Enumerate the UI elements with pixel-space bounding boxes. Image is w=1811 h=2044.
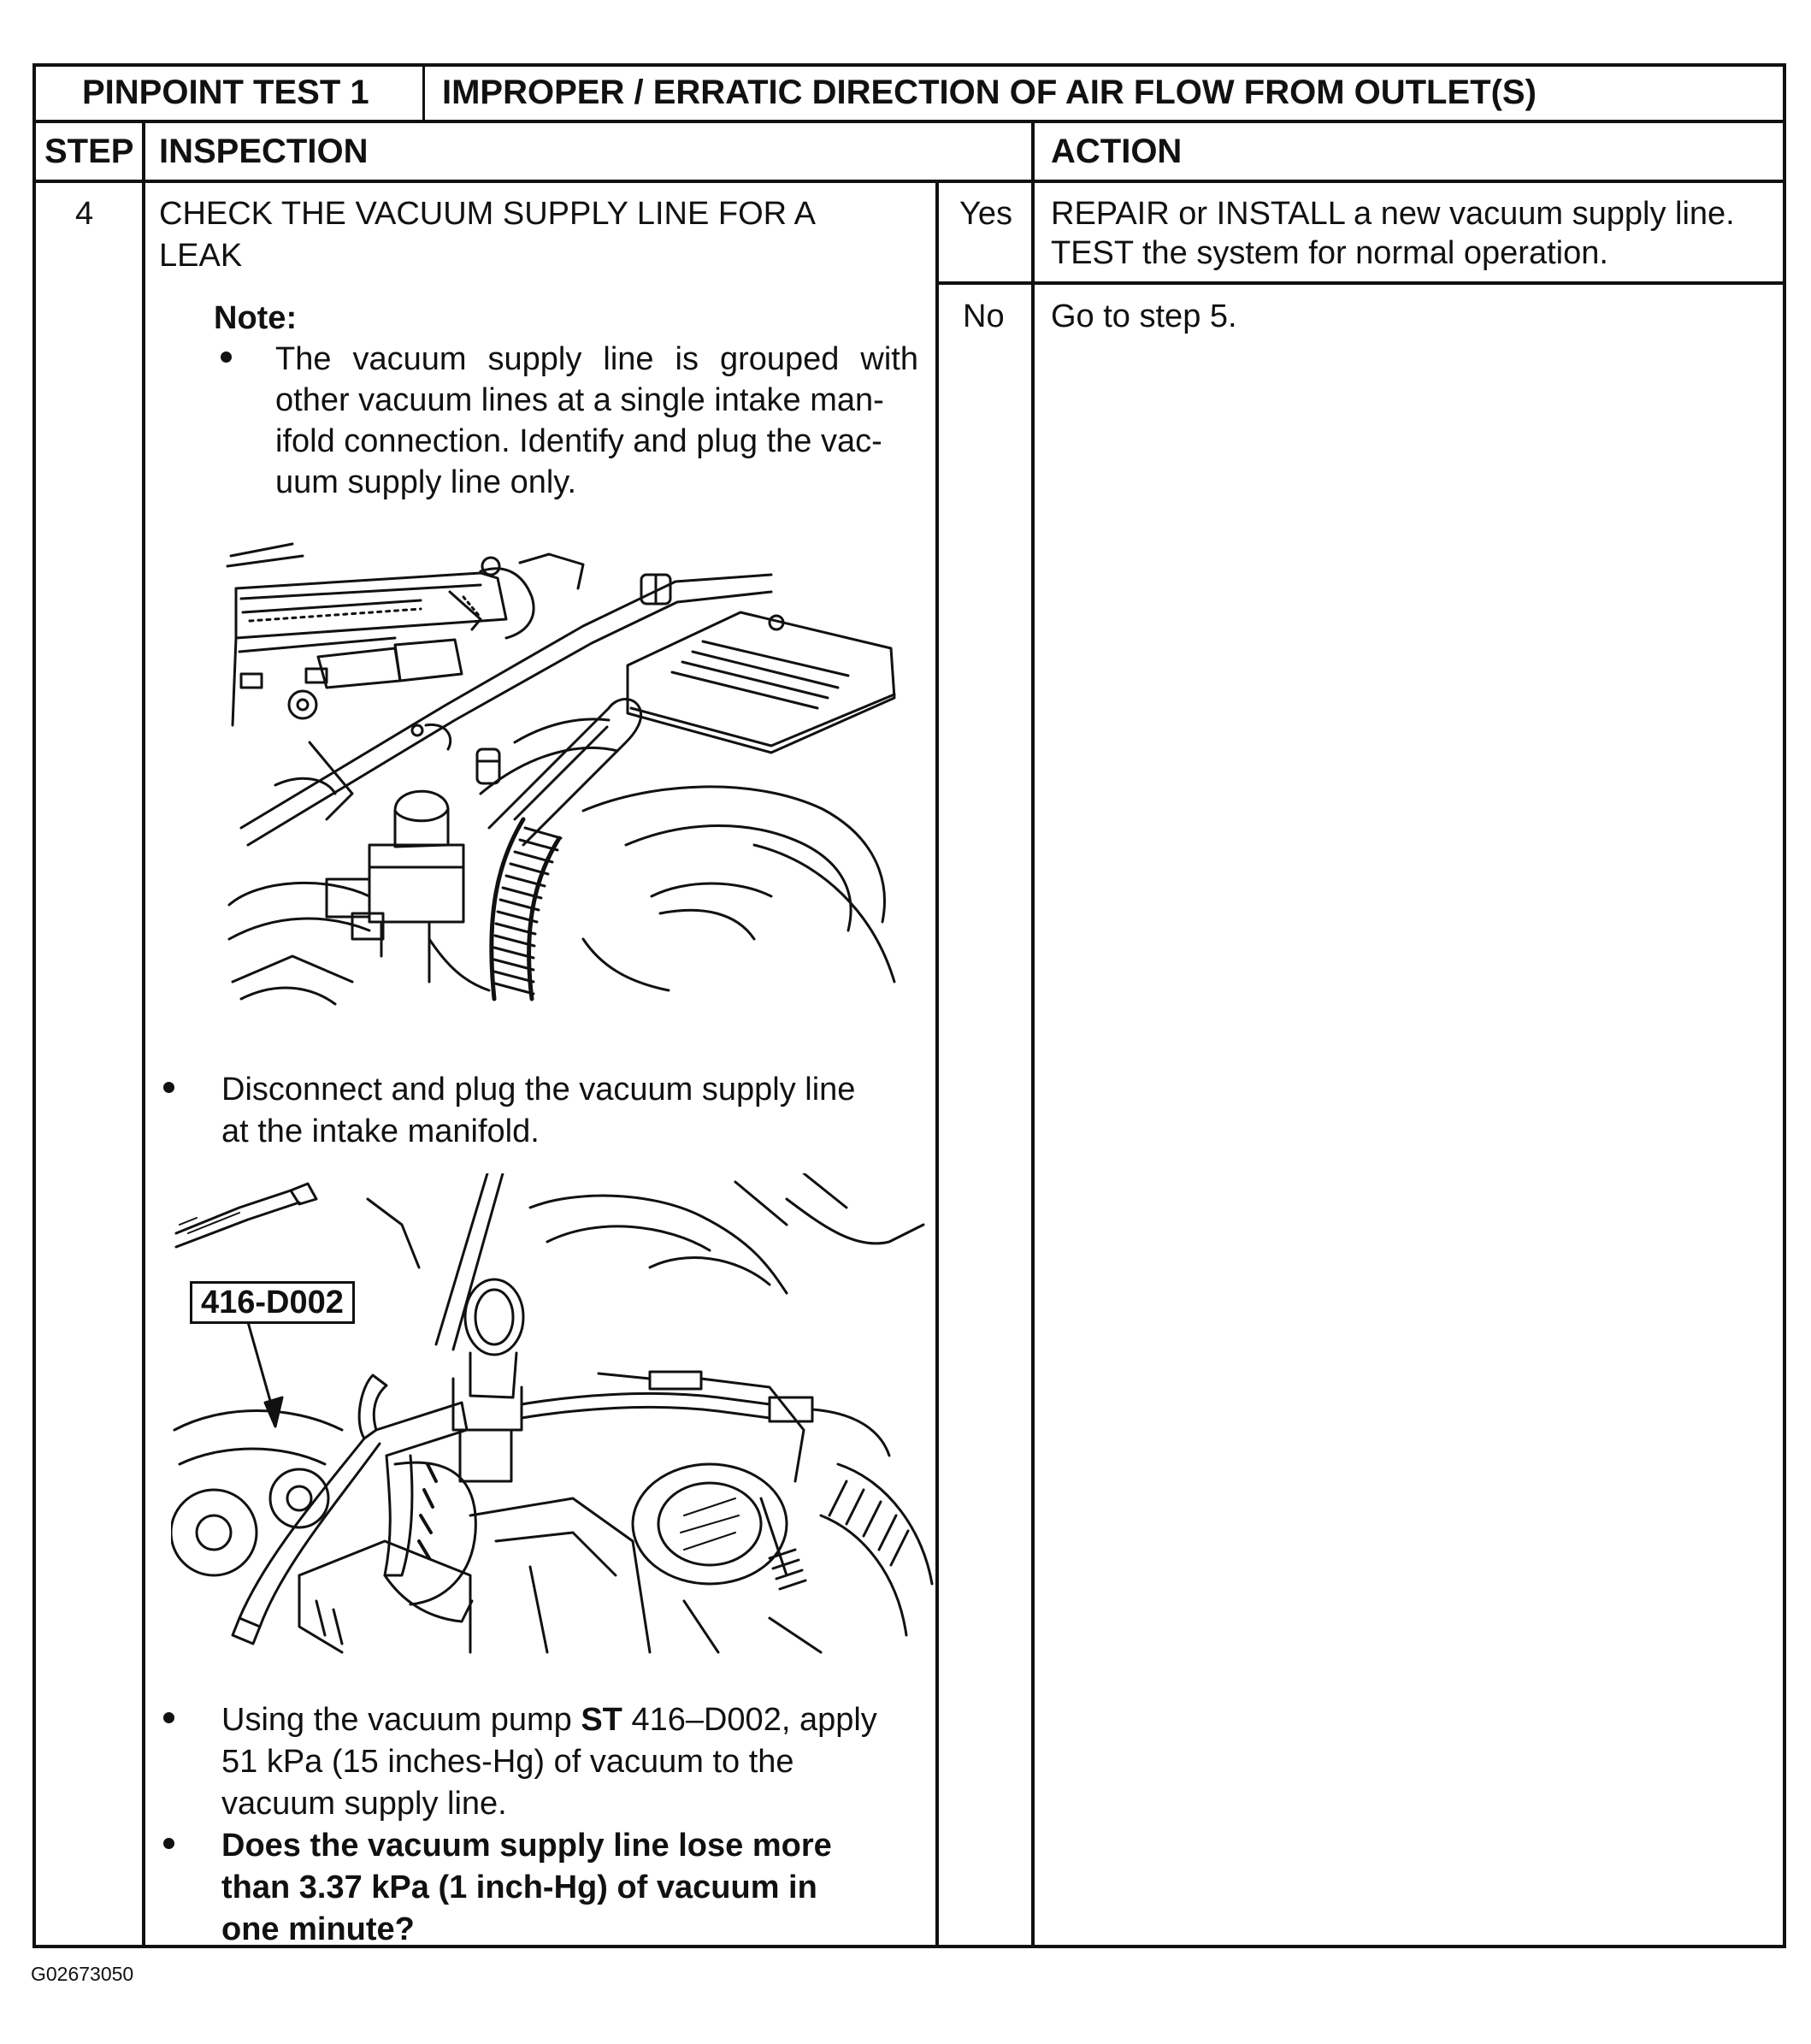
note-line-3: ifold connection. Identify and plug the vac- — [275, 423, 882, 459]
pinpoint-test-title: IMPROPER / ERRATIC DIRECTION OF AIR FLOW FROM OUTLET(S) — [442, 74, 1537, 111]
header-row-divider — [32, 120, 1786, 123]
question-bullet — [163, 1838, 174, 1849]
pump-line-1 — [221, 1699, 877, 1741]
pump-line-1a: Using the vacuum pump — [221, 1702, 581, 1738]
engine-vacuum-lines-illustration — [224, 537, 900, 1021]
figure-id: G02673050 — [31, 1963, 134, 1985]
pump-line-1b: ST — [581, 1702, 622, 1738]
step-column-divider — [142, 120, 145, 1947]
note-line-1: The vacuum supply line is grouped with — [275, 341, 918, 377]
yes-action-line-2: TEST the system for normal operation. — [1051, 235, 1608, 271]
disconnect-line-1: Disconnect and plug the vacuum supply line — [221, 1072, 856, 1108]
note-label: Note: — [214, 300, 298, 336]
pump-line-2: 51 kPa (15 inches-Hg) of vacuum to the — [221, 1744, 794, 1780]
disconnect-line-2: at the intake manifold. — [221, 1114, 540, 1149]
pump-line-3: vacuum supply line. — [221, 1786, 507, 1822]
no-action: Go to step 5. — [1051, 298, 1237, 334]
question-line-3: one minute? — [221, 1911, 415, 1947]
yes-label: Yes — [959, 196, 1012, 232]
table-border-right — [1783, 63, 1786, 1948]
table-border-top — [32, 63, 1786, 67]
step-column-header: STEP — [44, 133, 134, 170]
tool-callout-label: 416-D002 — [190, 1281, 355, 1324]
inspection-column-divider — [935, 181, 939, 1947]
action-column-divider — [1031, 120, 1035, 1947]
action-column-header: ACTION — [1051, 133, 1183, 170]
question-line-1: Does the vacuum supply line lose more — [221, 1828, 832, 1864]
check-heading-line-2: LEAK — [159, 238, 243, 274]
check-heading-line-1: CHECK THE VACUUM SUPPLY LINE FOR A — [159, 196, 816, 232]
header-column-divider — [422, 63, 425, 121]
disconnect-bullet — [163, 1082, 174, 1093]
yes-no-divider — [935, 281, 1786, 285]
question-line-2: than 3.37 kPa (1 inch-Hg) of vacuum in — [221, 1870, 817, 1905]
pump-bullet — [163, 1712, 174, 1723]
table-border-left — [32, 63, 36, 1948]
no-label: No — [963, 298, 1005, 334]
step-number: 4 — [75, 196, 94, 232]
column-header-divider — [32, 180, 1786, 183]
pinpoint-test-label: PINPOINT TEST 1 — [82, 74, 369, 111]
vacuum-pump-illustration — [171, 1173, 935, 1661]
inspection-column-header: INSPECTION — [159, 133, 369, 170]
pump-line-1c: 416–D002, apply — [622, 1702, 877, 1738]
note-line-2: other vacuum lines at a single intake man- — [275, 382, 884, 418]
yes-action-line-1: REPAIR or INSTALL a new vacuum supply line. — [1051, 196, 1735, 232]
note-line-4: uum supply line only. — [275, 464, 577, 500]
note-bullet — [221, 351, 232, 363]
